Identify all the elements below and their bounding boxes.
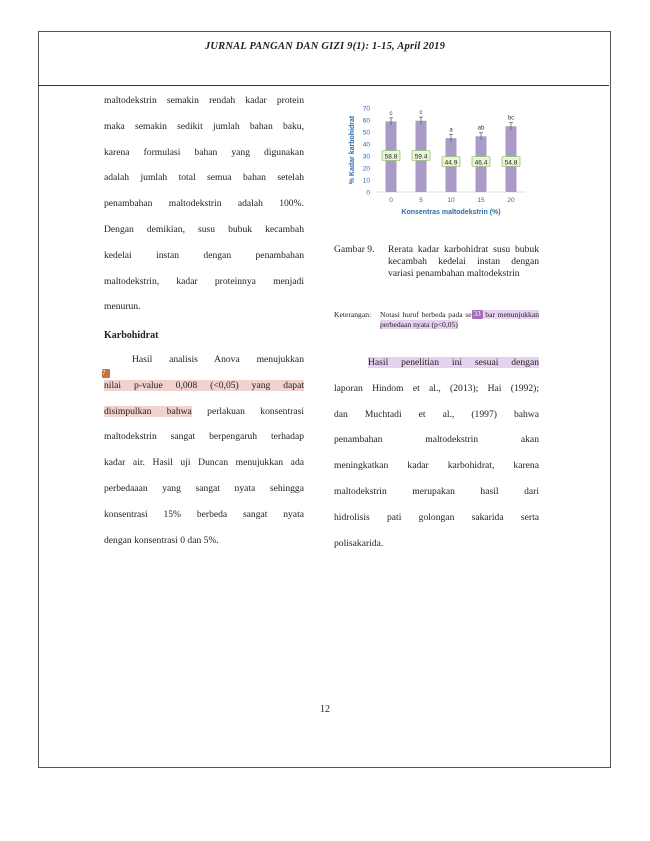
text-line: dan Muchtadi et al., (1997) bahwa — [334, 408, 539, 420]
text-line: menurun. — [104, 301, 141, 313]
text-line: Hasil analisis Anova menujukkan — [132, 354, 304, 365]
y-tick-label: 30 — [362, 153, 370, 161]
y-tick-label: 60 — [362, 117, 370, 125]
x-axis-label: Konsentras maltodekstrin (%) — [401, 209, 501, 216]
text-line: konsentrasi 15% berbeda sangat nyata — [104, 508, 304, 520]
text-line: kadar air. Hasil uji Duncan menujukkan ada — [104, 457, 304, 469]
text-line — [334, 350, 539, 376]
x-tick-label: 0 — [389, 197, 393, 204]
text-line: maltodekstrin sangat berpengaruh terhadap — [104, 431, 304, 443]
text-line: maltodekstrin, kadar proteinnya menjadi — [104, 275, 304, 287]
y-tick-label: 40 — [362, 141, 370, 149]
comment-badge[interactable]: 33 — [473, 310, 481, 318]
text-line: penambahan maltodekstrin adalah 100%. — [104, 198, 304, 210]
section-heading-karbohidrat: Karbohidrat — [104, 330, 159, 341]
y-tick-label: 70 — [362, 105, 370, 113]
text-line: hidrolisis pati golongan sakarida serta — [334, 511, 539, 523]
data-label: 59.4 — [414, 153, 428, 161]
figure-caption-text: Rerata kadar karbohidrat susu bubuk kecambah kedelai instan dengan variasi penambahan maltodekstrin — [388, 244, 539, 279]
page-number: 12 — [320, 704, 330, 715]
header-rule — [38, 85, 609, 86]
significance-letter: ab — [477, 125, 485, 132]
note-text — [380, 310, 539, 330]
journal-header: JURNAL PANGAN DAN GIZI 9(1): 1-15, April 2019 — [204, 41, 446, 52]
left-paragraph-1 — [104, 88, 304, 320]
y-tick-label: 50 — [362, 129, 370, 137]
y-axis-label: % Kadar karbohidrat — [349, 115, 356, 185]
text-line — [104, 399, 304, 425]
text-line: laporan Hindom et al., (2013); Hai (1992); — [334, 382, 539, 394]
data-label: 46.4 — [474, 159, 488, 167]
text-line: polisakarida. — [334, 537, 384, 549]
comment-badge[interactable]: 7 — [102, 369, 110, 378]
text-line: maltodekstrin merupakan hasil dari — [334, 485, 539, 497]
x-tick-label: 10 — [447, 197, 455, 204]
text-line: dengan konsentrasi 0 dan 5%. — [104, 534, 219, 546]
carbohydrate-bar-chart — [346, 102, 534, 222]
highlighted-text[interactable]: disimpulkan bahwa — [104, 405, 192, 417]
y-tick-label: 0 — [366, 189, 370, 197]
significance-letter: a — [449, 127, 453, 134]
x-tick-label: 15 — [477, 197, 485, 204]
figure-number: Gambar 9. — [334, 244, 375, 255]
left-paragraph-2 — [104, 347, 304, 553]
data-label: 44.9 — [444, 159, 458, 167]
text-line: maltodekstrin semakin rendah kadar protein — [104, 95, 304, 106]
y-tick-label: 20 — [362, 165, 370, 173]
data-label: 58.8 — [384, 153, 398, 161]
highlighted-text[interactable]: nilai p-value 0,008 (<0,05) yang dapat — [104, 379, 304, 391]
text-line: karena formulasi bahan yang digunakan — [104, 146, 304, 158]
text-line: meningkatkan kadar karbohidrat, karena — [334, 460, 539, 472]
significance-letter: c — [389, 110, 393, 117]
text-line: maka semakin sedikit jumlah bahan baku, — [104, 120, 304, 132]
text-line: adalah jumlah total semua bahan setelah — [104, 172, 304, 184]
x-tick-label: 5 — [419, 197, 423, 204]
highlighted-text[interactable]: Hasil penelitian ini sesuai dengan — [368, 357, 539, 368]
text-line: penambahan maltodekstrin akan — [334, 434, 539, 446]
note-label: Keterangan: — [334, 310, 372, 319]
x-tick-label: 20 — [507, 197, 515, 204]
note-text-part: Notasi huruf berbeda pada se — [380, 310, 472, 319]
highlighted-text[interactable]: bar menunjukkan perbedaan nyata (p<0,05) — [380, 310, 539, 329]
text-span: perlakuan konsentrasi — [191, 405, 304, 417]
text-line: perbedaaan yang sangat nyata sehingga — [104, 482, 304, 494]
data-label: 54.8 — [504, 159, 518, 167]
right-paragraph — [334, 350, 539, 556]
significance-letter: bc — [507, 115, 515, 122]
text-line — [102, 368, 304, 399]
text-line: Dengan demikian, susu bubuk kecambah — [104, 223, 304, 235]
text-line: kedelai instan dengan penambahan — [104, 249, 304, 261]
significance-letter: c — [419, 110, 423, 117]
y-tick-label: 10 — [362, 177, 370, 185]
